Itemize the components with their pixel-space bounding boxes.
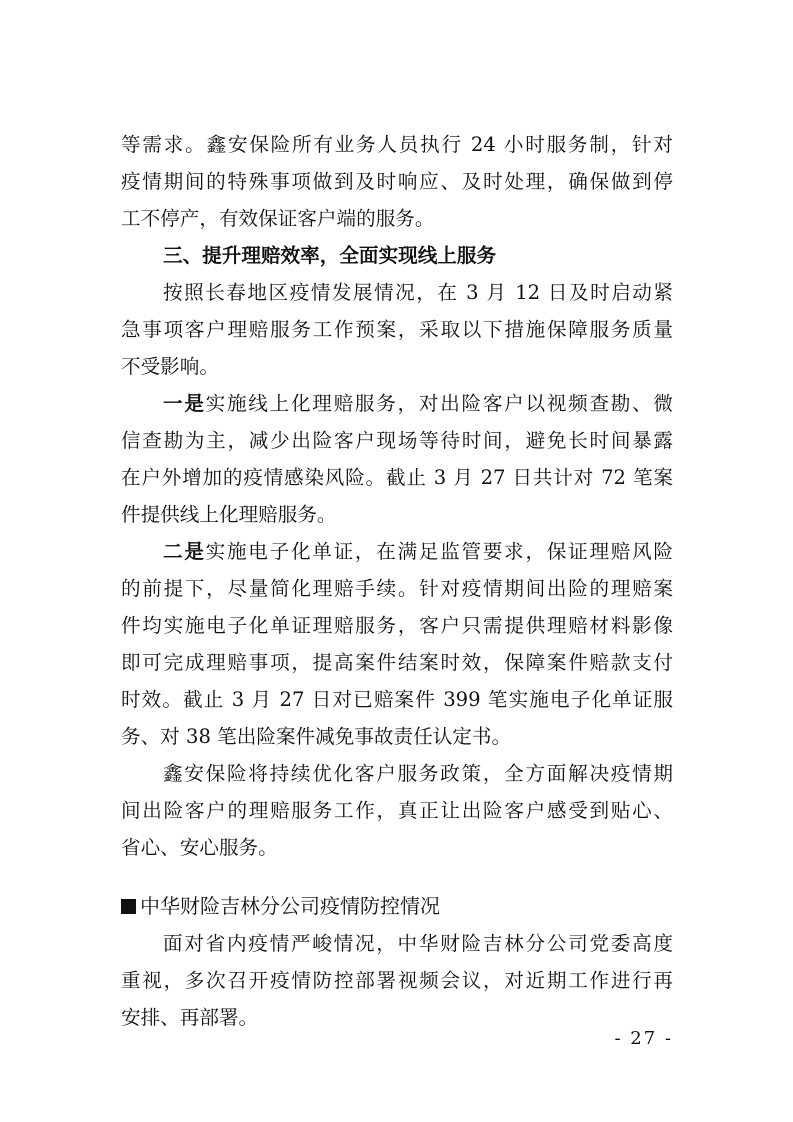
paragraph-online-claims xyxy=(121,385,673,533)
text-line: 即可完成理赔事项，提高案件结案时效，保障案件赔款支付 xyxy=(121,651,673,674)
lead-term: 二是 xyxy=(163,540,206,563)
text-line: 不受影响。 xyxy=(121,355,219,378)
text-line: 时效。截止 3 月 27 日对已赔案件 399 笔实施电子化单证服 xyxy=(121,688,673,711)
text-line: 信查勘为主，减少出险客户现场等待时间，避免长时间暴露 xyxy=(121,429,673,452)
text-line: 鑫安保险将持续优化客户服务政策，全方面解决疫情期 xyxy=(163,762,673,785)
black-square-icon xyxy=(121,899,136,914)
text-line: 务、对 38 笔出险案件减免事故责任认定书。 xyxy=(121,725,512,748)
paragraph-conclusion xyxy=(121,755,673,866)
paragraph-electronic-documents xyxy=(121,533,673,755)
page-number: - 27 - xyxy=(614,1028,673,1049)
text-line: 安排、再部署。 xyxy=(121,1006,259,1029)
text-line: 省心、安心服务。 xyxy=(121,836,278,859)
text-line: 的前提下，尽量简化理赔手续。针对疫情期间出险的理赔案 xyxy=(121,577,673,600)
text-line: 件提供线上化理赔服务。 xyxy=(121,503,337,526)
text-line xyxy=(121,533,673,570)
paragraph-zhonghua-response xyxy=(121,925,673,1036)
text-line xyxy=(121,385,673,422)
section-heading-claims-efficiency: 三、提升理赔效率，全面实现线上服务 xyxy=(163,244,497,267)
paragraph-service-requirements xyxy=(121,126,673,237)
text-line: 按照长春地区疫情发展情况，在 3 月 12 日及时启动紧 xyxy=(163,281,673,304)
text-line: 在户外增加的疫情感染风险。截止 3 月 27 日共计对 72 笔案 xyxy=(121,466,673,489)
text-line: 件均实施电子化单证理赔服务，客户只需提供理赔材料影像 xyxy=(121,614,673,637)
text-line: 急事项客户理赔服务工作预案，采取以下措施保障服务质量 xyxy=(121,318,673,341)
text-line: 间出险客户的理赔服务工作，真正让出险客户感受到贴心、 xyxy=(121,799,673,822)
text-line: 等需求。鑫安保险所有业务人员执行 24 小时服务制，针对 xyxy=(121,133,673,156)
page-content xyxy=(121,126,673,1036)
text-line: 重视，多次召开疫情防控部署视频会议，对近期工作进行再 xyxy=(121,969,673,992)
text-line: 工不停产，有效保证客户端的服务。 xyxy=(121,207,435,230)
text-line: 面对省内疫情严峻情况，中华财险吉林分公司党委高度 xyxy=(163,932,673,955)
section-title-zhonghua xyxy=(121,887,673,925)
section-title-text: 中华财险吉林分公司疫情防控情况 xyxy=(140,894,440,918)
text-line: 疫情期间的特殊事项做到及时响应、及时处理，确保做到停 xyxy=(121,170,673,193)
paragraph-emergency-plan xyxy=(121,274,673,385)
text-span: 实施电子化单证，在满足监管要求，保证理赔风险 xyxy=(205,540,674,563)
lead-term: 一是 xyxy=(163,392,206,415)
text-span: 实施线上化理赔服务，对出险客户以视频查勘、微 xyxy=(205,392,674,415)
